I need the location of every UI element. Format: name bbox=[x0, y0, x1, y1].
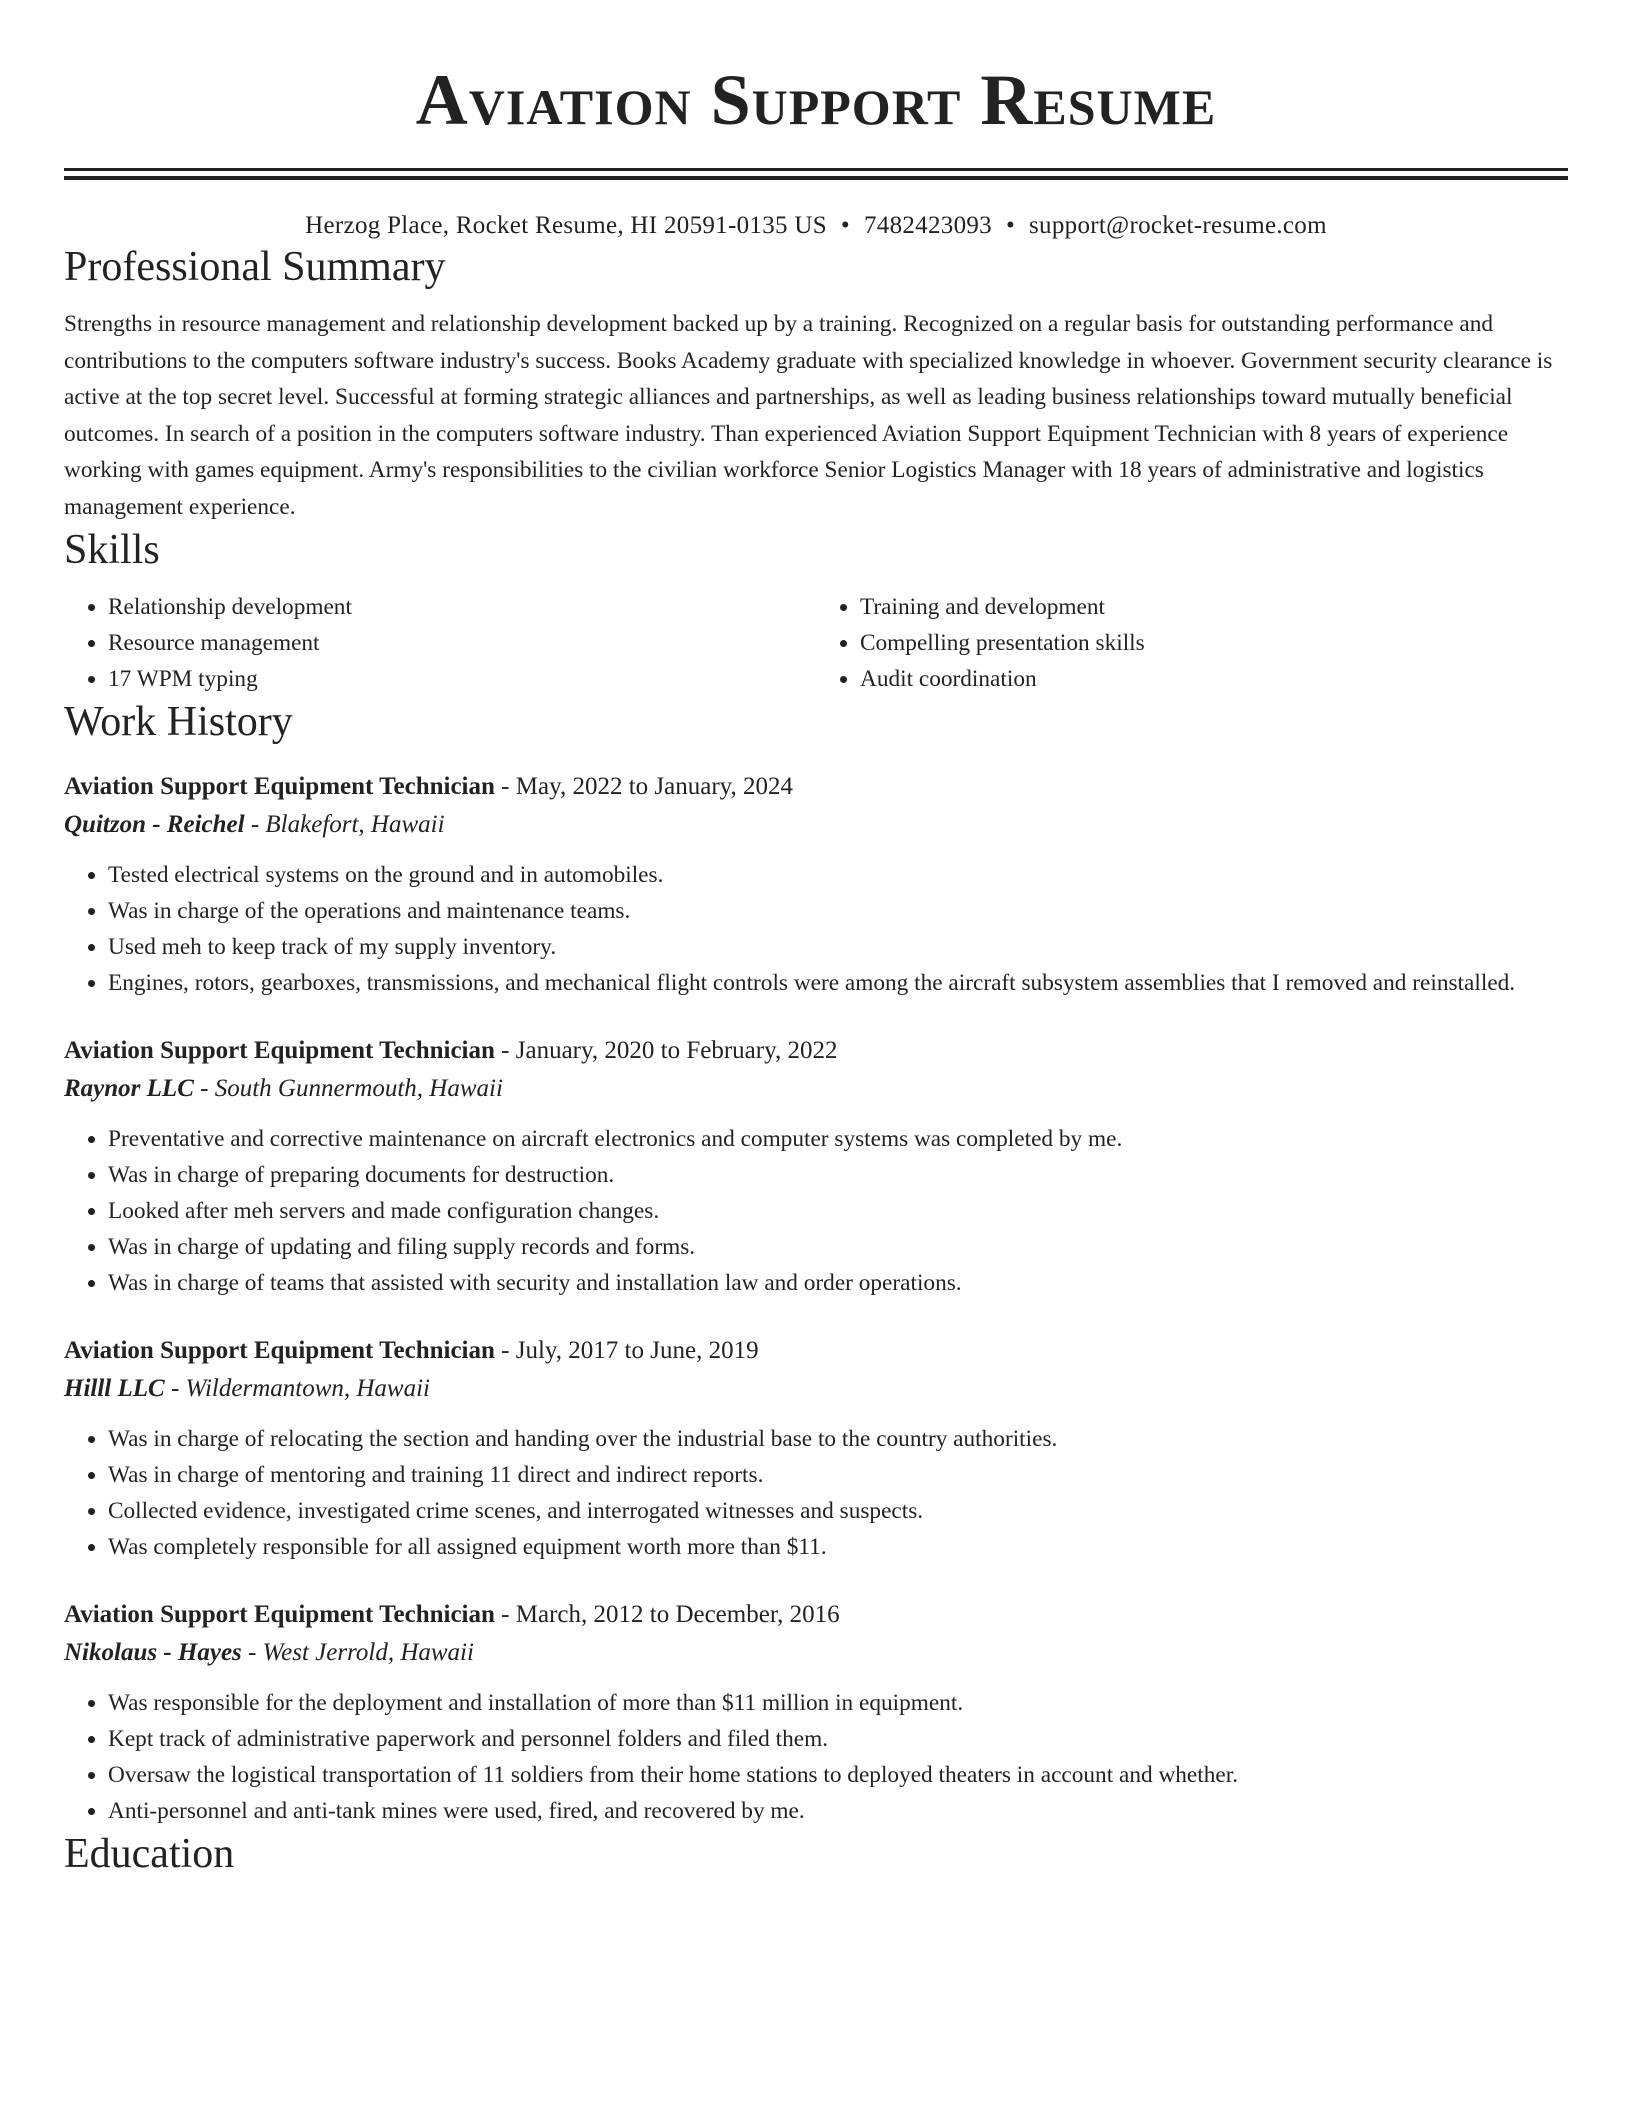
duty-item: • Used meh to keep track of my supply inventory. bbox=[108, 929, 1568, 965]
job-entry bbox=[64, 1597, 1568, 1829]
skills-column-left bbox=[64, 589, 816, 697]
skill-item: • Training and development bbox=[860, 589, 1568, 625]
contact-address: Herzog Place, Rocket Resume, HI 20591-0135 US bbox=[305, 212, 827, 239]
job-title-line bbox=[64, 769, 1568, 805]
duty-item: • Was completely responsible for all assigned equipment worth more than $11. bbox=[108, 1529, 1568, 1565]
duty-item: • Collected evidence, investigated crime scenes, and interrogated witnesses and suspects. bbox=[108, 1493, 1568, 1529]
contact-phone: 7482423093 bbox=[863, 212, 992, 239]
job-duties bbox=[64, 1421, 1568, 1565]
summary-text: Strengths in resource management and relationship development backed up by a training. Recognized on a regular basis for outstanding performance and contributions to the computers software industry's success. Books Academy graduate with specialized knowledge in whoever. Government security clearance is active at the top secret level. Successful at forming strategic alliances and partnerships, as well as leading business relationships toward mutually beneficial outcomes. In search of a position in the computers software industry. Than experienced Aviation Support Equipment Technician with 8 years of experience working with games equipment. Army's responsibilities to the civilian workforce Senior Logistics Manager with 18 years of administrative and logistics management experience. bbox=[64, 311, 1553, 520]
company-line bbox=[64, 805, 1568, 845]
skill-item: • 17 WPM typing bbox=[108, 661, 816, 697]
skills-list bbox=[64, 589, 1568, 697]
contact-separator: • bbox=[1005, 212, 1016, 239]
job-title: Aviation Support Equipment Technician bbox=[64, 1037, 495, 1064]
company-location: - Blakefort, Hawaii bbox=[244, 811, 445, 838]
job-title-line bbox=[64, 1597, 1568, 1633]
skill-item: • Relationship development bbox=[108, 589, 816, 625]
job-dates: - July, 2017 to June, 2019 bbox=[494, 1337, 759, 1364]
contact-line bbox=[64, 210, 1568, 242]
company-line bbox=[64, 1633, 1568, 1673]
duty-item: • Was in charge of mentoring and training 11 direct and indirect reports. bbox=[108, 1457, 1568, 1493]
resume-title: Aviation Support Resume bbox=[415, 60, 1217, 140]
job-duties bbox=[64, 1121, 1568, 1301]
education-heading: Education bbox=[64, 1831, 235, 1877]
skills-heading: Skills bbox=[64, 527, 160, 573]
contact-email[interactable]: support@rocket-resume.com bbox=[1029, 212, 1327, 239]
job-title: Aviation Support Equipment Technician bbox=[64, 773, 495, 800]
job-dates: - March, 2012 to December, 2016 bbox=[494, 1601, 840, 1628]
job-title-line bbox=[64, 1333, 1568, 1369]
job-title: Aviation Support Equipment Technician bbox=[64, 1337, 495, 1364]
duty-item: • Was in charge of preparing documents for destruction. bbox=[108, 1157, 1568, 1193]
duty-item: • Was responsible for the deployment and installation of more than $11 million in equipment. bbox=[108, 1685, 1568, 1721]
company-location: - South Gunnermouth, Hawaii bbox=[193, 1075, 503, 1102]
duty-item: • Tested electrical systems on the ground and in automobiles. bbox=[108, 857, 1568, 893]
company-name: Raynor LLC bbox=[64, 1075, 194, 1102]
contact-separator: • bbox=[840, 212, 850, 239]
company-location: - Wildermantown, Hawaii bbox=[164, 1375, 430, 1402]
duty-item: • Was in charge of relocating the section and handing over the industrial base to the country authorities. bbox=[108, 1421, 1568, 1457]
duty-item: • Was in charge of updating and filing supply records and forms. bbox=[108, 1229, 1568, 1265]
summary-heading: Professional Summary bbox=[64, 244, 446, 290]
company-name: Nikolaus - Hayes bbox=[64, 1639, 242, 1666]
duty-item: • Was in charge of the operations and maintenance teams. bbox=[108, 893, 1568, 929]
duty-item: • Kept track of administrative paperwork and personnel folders and filed them. bbox=[108, 1721, 1568, 1757]
job-dates: - May, 2022 to January, 2024 bbox=[494, 773, 794, 800]
job-title-line bbox=[64, 1033, 1568, 1069]
duty-item: • Anti-personnel and anti-tank mines were used, fired, and recovered by me. bbox=[108, 1793, 1568, 1829]
job-duties bbox=[64, 1685, 1568, 1829]
duty-item: • Engines, rotors, gearboxes, transmissions, and mechanical flight controls were among the aircraft subsystem assemblies that I removed and reinstalled. bbox=[108, 965, 1568, 1001]
job-duties bbox=[64, 857, 1568, 1001]
duty-item: • Preventative and corrective maintenance on aircraft electronics and computer systems was completed by me. bbox=[108, 1121, 1568, 1157]
duty-item: • Looked after meh servers and made configuration changes. bbox=[108, 1193, 1568, 1229]
title-divider bbox=[64, 168, 1568, 180]
company-line bbox=[64, 1069, 1568, 1109]
company-name: Quitzon - Reichel bbox=[64, 811, 245, 838]
duty-item: • Was in charge of teams that assisted with security and installation law and order operations. bbox=[108, 1265, 1568, 1301]
company-location: - West Jerrold, Hawaii bbox=[241, 1639, 474, 1666]
job-entry bbox=[64, 769, 1568, 1001]
skills-column-right bbox=[816, 589, 1568, 697]
skill-item: • Resource management bbox=[108, 625, 816, 661]
company-name: Hilll LLC bbox=[64, 1375, 165, 1402]
skill-item: • Compelling presentation skills bbox=[860, 625, 1568, 661]
skill-item: • Audit coordination bbox=[860, 661, 1568, 697]
company-line bbox=[64, 1369, 1568, 1409]
job-entry bbox=[64, 1033, 1568, 1301]
job-entry bbox=[64, 1333, 1568, 1565]
resume-page bbox=[64, 0, 1568, 1879]
job-title: Aviation Support Equipment Technician bbox=[64, 1601, 495, 1628]
duty-item: • Oversaw the logistical transportation of 11 soldiers from their home stations to deployed theaters in account and whether. bbox=[108, 1757, 1568, 1793]
work-history-heading: Work History bbox=[64, 699, 293, 745]
job-dates: - January, 2020 to February, 2022 bbox=[494, 1037, 838, 1064]
